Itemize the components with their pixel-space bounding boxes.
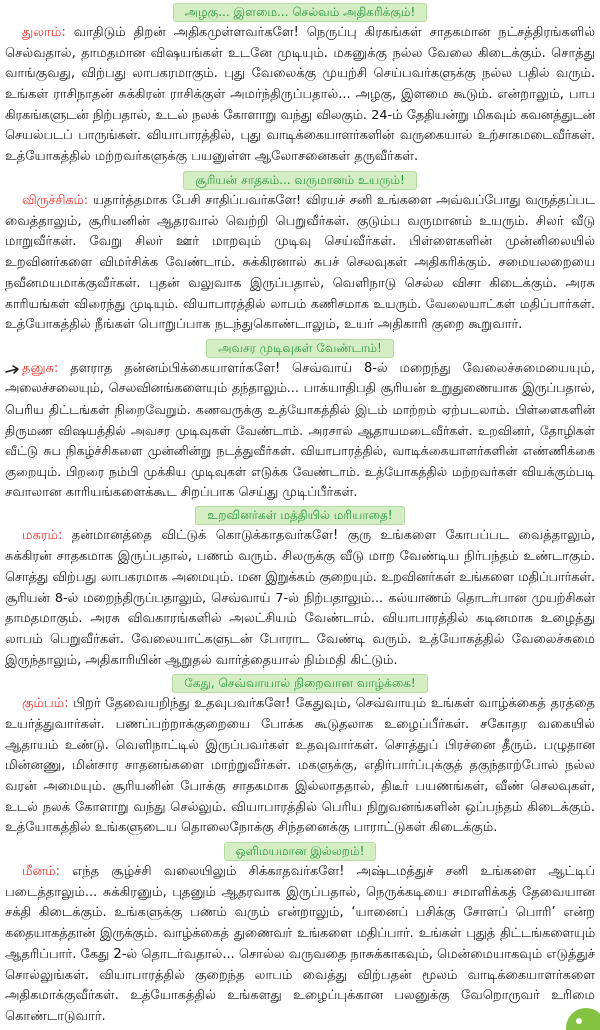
paragraph-line	[5, 359, 595, 380]
paragraph-line	[5, 191, 595, 212]
paragraph-line: அலைச்சலையும், செலவினங்களையும் தந்தாலும்... பாக்யாதிபதி சூரியன் உறுதுணையாக இருப்பதால்,	[5, 381, 595, 397]
section-heading: சூரியன் சாதகம்... வருமானம் உயரும்!	[183, 171, 417, 190]
paragraph-line: செயல்படப் பாருங்கள். வியாபாரத்தில், புது வாடிக்கையாளர்களின் வருகையால் உற்சாகமடைவீர்கள்.	[5, 128, 595, 144]
paragraph-line: சொத்து விற்பது லாபகரமாக அமையும். மன இறுக்கம் குறையும். உறவினர்கள் உங்களை மதிப்பார்கள்.	[5, 569, 595, 585]
paragraph-line: சொல்லுங்கள். வியாபாரத்தில் குறைந்த லாபம் வைத்து விற்பதன் மூலம் வாடிக்கையாளர்களை	[5, 967, 595, 983]
paragraph-line: சூரியன் 8-ல் மறைந்திருப்பதாலும், செவ்வாய் 7-ல் நிற்பதாலும்... கல்யாணம் தொடர்பான முயற்சிகள்	[5, 590, 595, 606]
paragraph-line: குறையும். பிறரை நம்பி முக்கிய முடிவுகள் எடுக்க வேண்டாம். உத்யோகத்தில் மற்றவர்கள் வியக்கும்படி	[5, 464, 595, 480]
section-heading: உறவினர்கள் மத்தியில் மரியாதை!	[195, 506, 404, 525]
prediction-paragraph	[0, 359, 600, 504]
section-pisces	[0, 839, 600, 1028]
section-heading: கேது, செவ்வாயால் நிறைவான வாழ்க்கை!	[172, 674, 427, 693]
paragraph-line: ஆதரிப்பார். கேது 2-ல் தொடர்வதால்... சொல்ல வருவதை நாசுக்காகவும், மென்மையாகவும் எடுத்துச்	[5, 946, 595, 962]
paragraph-line	[5, 862, 595, 883]
paragraph-line: சக்தி கிடைக்கும். உங்களுக்கு பணம் வரும் என்றாலும், ‘யானைப் பசிக்கு சோளப் பொரி’ என்ற	[5, 905, 595, 921]
page-corner-badge	[564, 1008, 600, 1030]
paragraph-line: தாமதமாகும். அரசு விவகாரங்களில் அலட்சியம் வேண்டாம். வியாபாரத்தில் கடினமாக உழைத்து	[5, 611, 595, 627]
dot-icon	[576, 1018, 582, 1024]
paragraph-line-text: எந்த சூழ்ச்சி வலையிலும் சிக்காதவர்களே! அஷ்டமத்துச் சனி உங்களை ஆட்டிப்	[72, 864, 595, 880]
paragraph-line: செல்வதால், தாமதமான விஷயங்கள் உடனே முடியும். மகனுக்கு நல்ல வேலை கிடைக்கும். சொத்து	[5, 45, 595, 61]
zodiac-sign-label: தனுசு:	[22, 360, 59, 376]
paragraph-line: உத்யோகத்தில் மற்றவர்களுக்கு பயனுள்ள ஆலோசனைகள் தருவீர்கள்.	[5, 149, 419, 165]
zodiac-sign-label: துலாம்:	[22, 25, 66, 40]
paragraph-line	[5, 23, 595, 44]
paragraph-line: உத்யோகத்தில் உங்களுடைய தொலைநோக்கு சிந்தனைக்கு பாராட்டுகள் கிடைக்கும்.	[5, 820, 498, 836]
paragraph-line-text: வாதிடும் திறன் அதிகமுள்ளவர்களே! நெருப்பு கிரகங்கள் சாதகமான நட்சத்திரங்களில்	[73, 25, 595, 40]
zodiac-sign-label: மீனம்:	[22, 864, 60, 880]
zodiac-sign-label: மகரம்:	[22, 528, 63, 544]
paragraph-line: படைத்தாலும்... சுக்கிரனும், புதனும் ஆதரவாக இருப்பதால், நெருக்கடியை சமாளிக்கத் தேவையான	[5, 884, 595, 900]
section-heading-row	[0, 3, 600, 22]
paragraph-line-text: தளராத தன்னம்பிக்கையாளர்களே! செவ்வாய் 8-ல் மறைந்து வேலைச்சுமையையும்,	[70, 360, 595, 376]
section-aquarius	[0, 671, 600, 839]
section-sagittarius	[0, 336, 600, 504]
paragraph-line	[5, 526, 595, 547]
section-heading: அவசர முடிவுகள் வேண்டாம்!	[206, 339, 394, 358]
paragraph-line	[5, 694, 595, 715]
zodiac-sign-label: கும்பம்:	[22, 696, 69, 712]
paragraph-line: திருமண விஷயத்தில் அவசர முடிவுகள் வேண்டாம். அரசால் ஆதாயமடைவீர்கள். உறவினர், தோழிகள்	[5, 422, 595, 438]
prediction-paragraph	[0, 23, 600, 168]
section-heading: அழகு... இளமை... செல்வம் அதிகரிக்கும்!	[173, 3, 428, 22]
prediction-paragraph	[0, 526, 600, 671]
paragraph-line-text: தன்மானத்தை விட்டுக் கொடுக்காதவர்களே! குரு உங்களை கோபப்பட வைத்தாலும்,	[71, 528, 595, 544]
paragraph-line: கிரகங்களுடன் நிற்பதால், உடல் நலக் கோளாறு வந்து விலகும். 24-ம் தேதியன்று மிகவும் கவனத்துடன்	[5, 107, 595, 123]
section-libra	[0, 0, 600, 168]
paragraph-line: வாங்குவது, விற்பது லாபகரமாகும். புது வேலைக்கு முயற்சி செய்பவர்களுக்கு நல்ல பதில் வரும்.	[5, 66, 595, 82]
section-heading-row	[0, 506, 600, 525]
paragraph-line: வைத்தாலும், சூரியனின் ஆதரவால் வெற்றி பெறுவீர்கள். குடும்ப வருமானம் உயரும். சிலர் வீடு	[5, 213, 595, 229]
paragraph-line-text: பிறர் தேவையறிந்து உதவுபவர்களே! கேதுவும், செவ்வாயும் உங்கள் வாழ்க்கைத் தரத்தை	[73, 696, 595, 712]
section-heading-row	[0, 842, 600, 861]
section-capricorn	[0, 503, 600, 671]
paragraph-line: நவீனமயமாக்குவீர்கள். புதன் வலுவாக இருப்பதால், வெளிநாடு செல்ல விசா கிடைக்கும். அரசு	[5, 275, 595, 291]
paragraph-line: உயர்த்துவார்கள். பணப்பற்றாக்குறையை போக்க கூடுதலாக உழைப்பீர்கள். சகோதர வகையில்	[5, 716, 595, 732]
paragraph-line: மாறுவீர்கள். வேறு சிலர் ஊர் மாறவும் முடிவு செய்வீர்கள். பிள்ளைகளின் முன்னிலையில்	[5, 234, 595, 250]
paragraph-line: வீட்டு சுப நிகழ்ச்சிகளை முன்னின்று நடத்துவீர்கள். வியாபாரத்தில், வாடிக்கையாளர்களின் எண்ணிக்கை	[5, 443, 595, 459]
paragraph-line: இருந்தாலும், அதிகாரியின் ஆறுதல் வார்த்தையால் நிம்மதி கிட்டும்.	[5, 652, 398, 668]
paragraph-line: உங்கள் ராசிநாதன் சுக்கிரன் ராசிக்குள் அமர்ந்திருப்பதால்... அழகு, இளமை கூடும். என்றாலும், பாப	[5, 87, 595, 103]
section-heading: ஒளிமயமான இல்லறம்!	[224, 842, 377, 861]
paragraph-line: உடல் நலக் கோளாறு வந்து செல்லும். வியாபாரத்தில் பெரிய நிறுவனங்களின் ஒப்பந்தம் கிடைக்கும்.	[5, 799, 595, 815]
paragraph-line: அதிகமாக்குவீர்கள். உத்யோகத்தில் உங்களது உழைப்புக்கான பலனுக்கு வேறொருவர் உரிமை	[5, 988, 595, 1004]
paragraph-line: பெரிய திட்டங்கள் நிறைவேறும். கணவருக்கு உத்யோகத்தில் இடம் மாற்றம் ஏற்படலாம். பிள்ளைகளின்	[5, 402, 595, 417]
paragraph-line: லாபம் பெறுவீர்கள். வேலையாட்களுடன் போராட வேண்டி வரும். உத்யோகத்தில் வேலைச்சுமை	[5, 631, 595, 647]
paragraph-line: காரியங்கள் விரைந்து முடியும். வியாபாரத்தில் லாபம் கணிசமாக உயரும். வேலையாட்கள் மதிப்பார்கள்.	[5, 296, 595, 312]
corner-badge-circle	[566, 1008, 600, 1030]
paragraph-line: மின்னணு, மின்சார சாதனங்களை மாற்றுவீர்கள். மகளுக்கு, எதிர்பார்ப்புக்குத் தகுந்தாற்போல் நல்ல	[5, 758, 595, 774]
paragraph-line: கொண்டாடுவார்.	[5, 1008, 106, 1024]
prediction-paragraph	[0, 694, 600, 839]
paragraph-line: உத்யோகத்தில் நீங்கள் பொறுப்பாக நடந்துகொண்டாலும், உயர் அதிகாரி குறை கூறுவார்.	[5, 316, 523, 332]
prediction-paragraph	[0, 191, 600, 336]
prediction-paragraph	[0, 862, 600, 1028]
section-heading-row	[0, 171, 600, 190]
section-heading-row	[0, 339, 600, 358]
paragraph-line: சுக்கிரன் சாதகமாக இருப்பதால், பணம் வரும். சிலருக்கு வீடு மாற வேண்டிய நிர்பந்தம் உண்டாகும்.	[5, 549, 595, 565]
paragraph-line: ஆதாயம் உண்டு. வெளிநாட்டில் இருப்பவர்கள் உதவுவார்கள். சொத்துப் பிரச்னை தீரும். பழுதான	[5, 737, 595, 753]
paragraph-line: சவாலான காரியங்களைக்கூட சிறப்பாக செய்து முடிப்பீர்கள்.	[5, 484, 358, 500]
zodiac-sign-label: விருச்சிகம்:	[22, 192, 89, 208]
paragraph-line-text: யதார்த்தமாக பேசி சாதிப்பவர்களே! விரயச் சனி உங்களை அவ்வப்போது வருத்தப்பட	[92, 192, 595, 208]
paragraph-line: உறவினர்களை விமர்சிக்க வேண்டாம். சுக்கிரனால் சுபச் செலவுகள் அதிகரிக்கும். சமையலறையை	[5, 254, 595, 270]
paragraph-line: வரன் அமையும். சூரியனின் போக்கு சாதகமாக இல்லாததால், திடீர் பயணங்கள், வீண் செலவுகள்,	[5, 779, 595, 794]
arrow-mark-icon	[5, 364, 20, 375]
paragraph-line: கதையாகத்தான் இருக்கும். வாழ்க்கைத் துணைவர் உங்களை மதிப்பார். உங்கள் புதுத் திட்டங்களையும்	[5, 926, 595, 942]
section-scorpio	[0, 168, 600, 336]
section-heading-row	[0, 674, 600, 693]
